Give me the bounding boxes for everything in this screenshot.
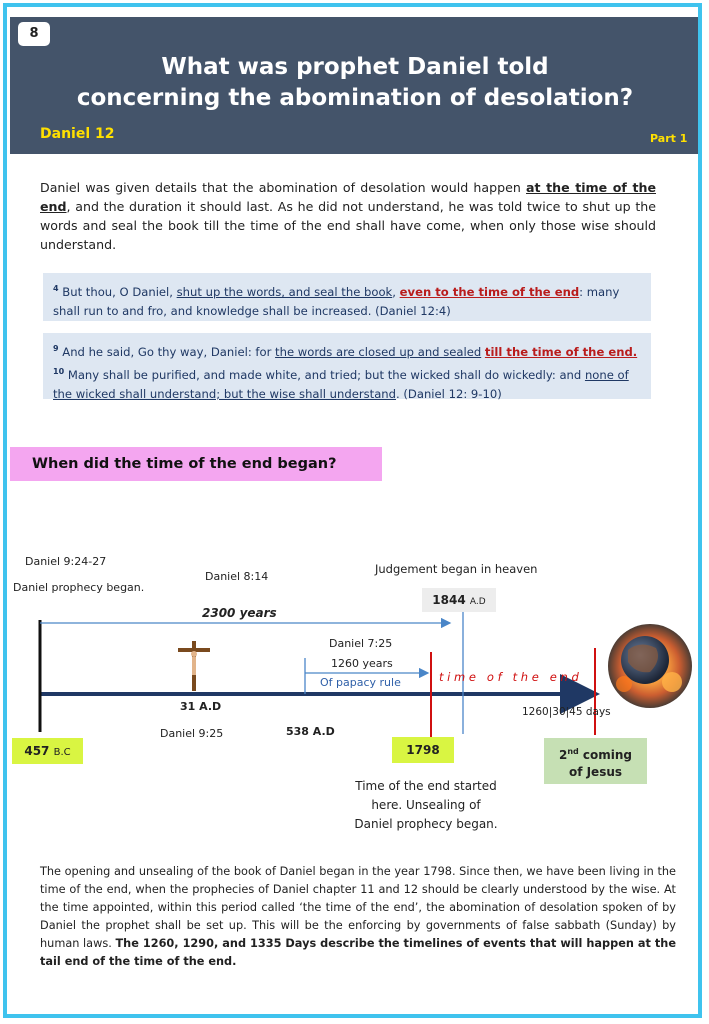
section-question: When did the time of the end began? xyxy=(10,447,382,481)
conclusion-paragraph xyxy=(40,863,676,971)
year-457-suffix: B.C xyxy=(53,747,71,758)
label-daniel-8-14: Daniel 8:14 xyxy=(205,570,269,583)
verse-text: . (Daniel 12: 9-10) xyxy=(396,386,502,401)
verse-text: But thou, O Daniel, xyxy=(58,284,177,299)
crucifix-icon xyxy=(178,641,210,691)
label-1260-years: 1260 years xyxy=(331,657,393,670)
title-line-1: What was prophet Daniel told xyxy=(161,54,549,80)
year-1844-box xyxy=(422,588,496,612)
label-judgement: Judgement began in heaven xyxy=(375,562,538,576)
started-line-2: here. Unsealing of xyxy=(371,798,481,812)
chapter-label: Daniel 12 xyxy=(40,126,115,142)
year-457: 457 xyxy=(24,744,50,758)
second-coming-line-2: of Jesus xyxy=(568,765,623,779)
verse-underline: shut up the words, and seal the book xyxy=(176,284,393,299)
year-1844-suffix: A.D xyxy=(469,597,486,607)
verse-text: Many shall be purified, and made white, and tried; but the wicked shall do wickedly: and xyxy=(64,367,585,382)
started-line-1: Time of the end started xyxy=(355,779,497,793)
conclusion-bold-text: The 1260, 1290, and 1335 Days describe the timelines of events that will happen at the tail end of the time of the end. xyxy=(40,937,676,968)
verse-number: 4 xyxy=(53,284,59,293)
page-number: 8 xyxy=(18,22,50,46)
label-time-of-the-end: t i m e o f t h e e n d xyxy=(439,670,579,684)
label-daniel-9-25: Daniel 9:25 xyxy=(160,727,224,740)
verse-underline: none of the wicked shall understand; but the wise shall understand xyxy=(53,367,629,401)
label-31-ad: 31 A.D xyxy=(180,700,222,713)
intro-text-2: , and the duration it should last. As he did not understand, he was told twice to shut up the words and seal the book till the time of the end shall have come, when only those wise should understand. xyxy=(40,199,656,252)
label-days: 1260|30|45 days xyxy=(522,706,611,718)
label-prophecy-began: Daniel prophecy began. xyxy=(13,581,145,594)
verse-text: : many shall run to and fro, and knowledge shall be increased. (Daniel 12:4) xyxy=(53,284,620,318)
part-label: Part 1 xyxy=(650,132,688,145)
intro-text-1: Daniel was given details that the abomination of desolation would happen xyxy=(40,180,527,195)
label-2300-years: 2300 years xyxy=(202,606,277,620)
started-line-3: Daniel prophecy began. xyxy=(354,817,498,831)
label-daniel-7-25: Daniel 7:25 xyxy=(329,637,393,650)
verse-number: 10 xyxy=(53,366,65,376)
label-daniel-9-24: Daniel 9:24-27 xyxy=(25,555,107,568)
label-538-ad: 538 A.D xyxy=(286,725,335,738)
verse-text: And he said, Go thy way, Daniel: for xyxy=(58,344,276,359)
year-1798-box: 1798 xyxy=(392,737,454,763)
title-line-2: concerning the abomination of desolation? xyxy=(76,85,634,111)
year-457-box xyxy=(12,738,83,764)
verse-red-emphasis: till the time of the end. xyxy=(484,344,638,359)
second-coming-word: coming xyxy=(578,748,633,762)
intro-emphasis: at the time of the end xyxy=(40,180,656,214)
second-coming-sup: nd xyxy=(567,747,579,756)
second-coming-line-1 xyxy=(544,743,647,764)
verse-red-emphasis: even to the time of the end xyxy=(399,284,580,299)
label-papacy-rule: Of papacy rule xyxy=(320,676,401,689)
second-coming-num: 2 xyxy=(558,748,568,762)
label-time-of-end-started xyxy=(344,777,508,834)
verse-number: 9 xyxy=(53,344,59,353)
conclusion-text: The opening and unsealing of the book of Daniel began in the year 1798. Since then, we have been living in the time of the end, when the prophecies of Daniel chapter 11 and 12 should be clearly understood by the wise. At the time appointed, within this period called ‘the time of the end’, the abomination of desolation spoken of by Daniel the prophet shall be set up. This will be the enforcing by governments of false sabbath (Sunday) by human laws. xyxy=(40,865,676,950)
verse-underline: the words are closed up and sealed xyxy=(275,344,482,359)
second-coming-box xyxy=(544,738,647,784)
burning-earth-image xyxy=(608,624,692,708)
verse-text: , xyxy=(392,284,400,299)
year-1844: 1844 xyxy=(432,593,466,607)
